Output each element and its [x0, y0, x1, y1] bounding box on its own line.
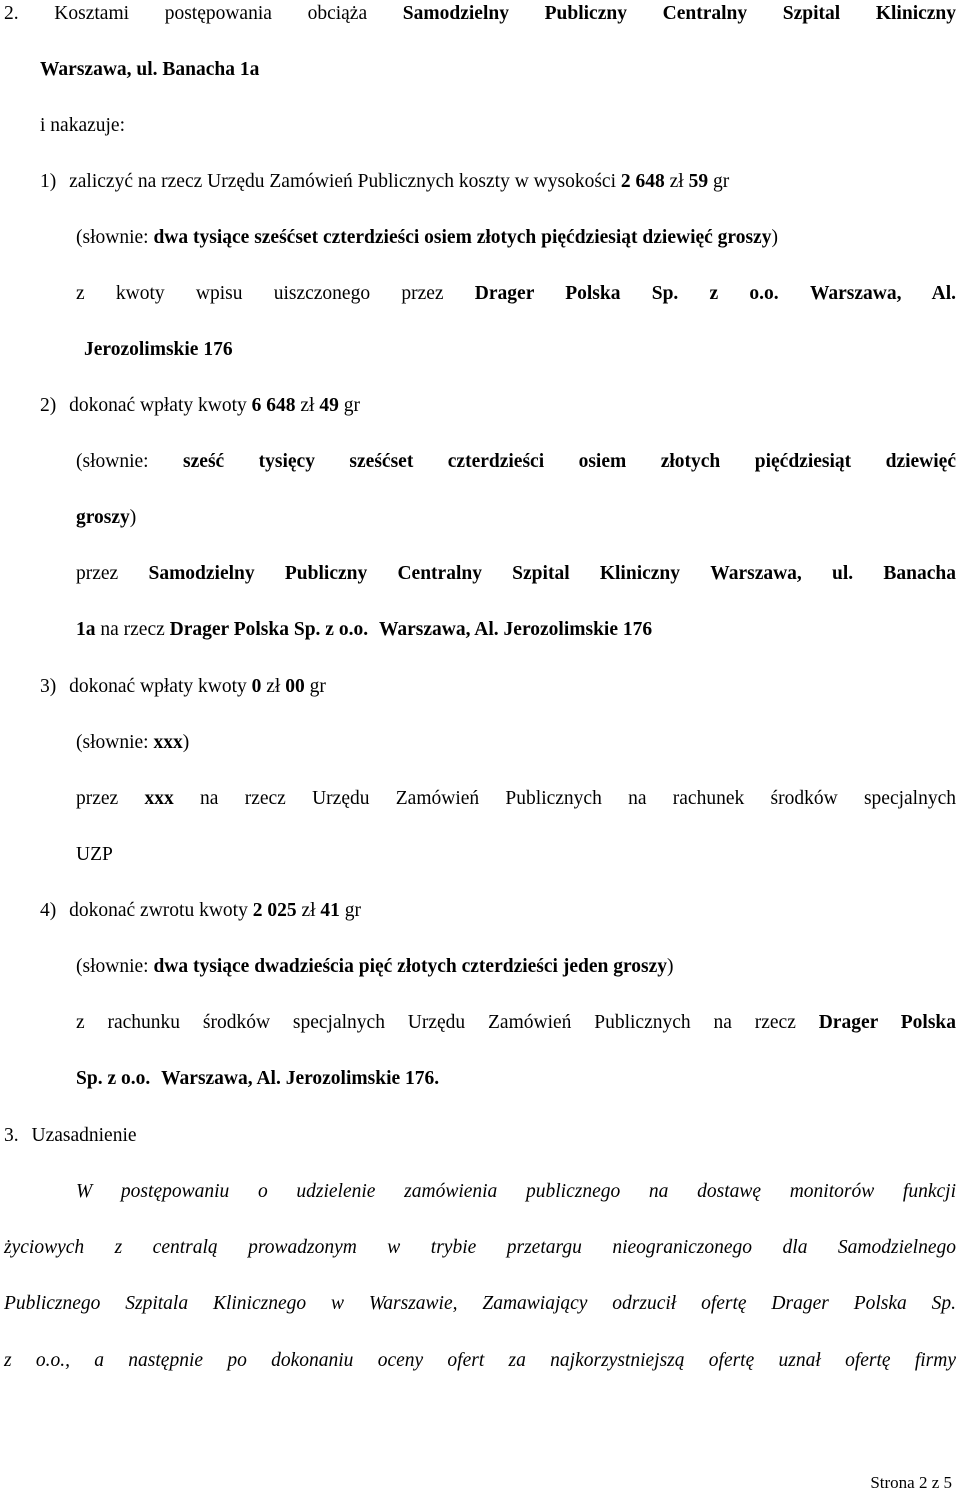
item-3-line-4 — [76, 843, 113, 867]
item-2-line-3 — [76, 506, 136, 530]
item-2-currency: zł — [300, 395, 315, 416]
item-2-payer-address: Warszawa, ul. Banacha — [710, 563, 957, 584]
page-number: Strona 2 z 5 — [870, 1473, 952, 1492]
section-2-line-2 — [40, 58, 259, 82]
page-footer — [870, 1473, 952, 1493]
item-4-gr: gr — [344, 900, 362, 921]
item-3-gr-amount: 00 — [285, 676, 305, 697]
section-2-hospital: Samodzielny Publiczny Centralny Szpital Kliniczny — [402, 3, 957, 24]
item-2-slownie-close: ) — [129, 507, 137, 528]
section-3-heading — [4, 1124, 137, 1148]
item-4-currency: zł — [301, 900, 316, 921]
item-4-line-4 — [76, 1067, 439, 1091]
section-3-text-2: życiowych z centralą prowadzonym w trybie przetargu nieograniczonego dla Samodzielnego — [4, 1237, 956, 1258]
section-3-number: 3. — [4, 1125, 19, 1146]
item-2-slownie-text-2: groszy — [76, 507, 130, 528]
item-2-amount: 6 648 — [251, 395, 296, 416]
item-2-payer: Samodzielny Publiczny Centralny Szpital Kliniczny — [148, 563, 681, 584]
item-4-recipient-2: Sp. z o.o. — [76, 1068, 151, 1089]
item-1-line-4 — [84, 338, 233, 362]
item-4-slownie-text: dwa tysiące dwadzieścia pięć złotych czterdzieści jeden groszy — [153, 956, 668, 977]
item-3-text: dokonać wpłaty kwoty — [69, 676, 247, 697]
item-2-slownie-open: (słownie: — [76, 451, 149, 472]
item-3-number: 3) — [40, 676, 57, 697]
item-1-amount: 2 648 — [620, 171, 665, 192]
item-1-payer: Drager Polska Sp. z o.o. — [474, 283, 779, 304]
section-2-line-1 — [4, 2, 956, 26]
section-2-text: Kosztami postępowania obciąża — [54, 3, 368, 24]
section-3-para-line-3 — [4, 1292, 956, 1316]
item-3-slownie-close: ) — [182, 732, 190, 753]
item-2-line-4 — [76, 562, 956, 586]
item-1-payer-city: Warszawa, Al. — [809, 283, 957, 304]
item-1-number: 1) — [40, 171, 57, 192]
item-4-line-2 — [76, 955, 674, 979]
section-3-para-line-4 — [4, 1349, 956, 1373]
item-2-line-5 — [76, 618, 652, 642]
item-3-rest: na rzecz Urzędu Zamówień Publicznych na rachunek środków specjalnych — [200, 788, 957, 809]
item-1-slownie-close: ) — [771, 227, 778, 248]
item-1-slownie-text: dwa tysiące sześćset czterdzieści osiem złotych pięćdziesiąt dziewięć groszy — [153, 227, 772, 248]
item-3-line-1 — [40, 675, 326, 699]
item-4-amount: 2 025 — [252, 900, 297, 921]
item-1-gr: gr — [712, 171, 730, 192]
item-1-text: zaliczyć na rzecz Urzędu Zamówień Publicznych koszty w wysokości — [69, 171, 617, 192]
item-1-gr-amount: 59 — [688, 171, 709, 192]
item-1-line-1 — [40, 170, 729, 194]
item-4-slownie-close: ) — [667, 956, 674, 977]
item-3-rest-2: UZP — [76, 844, 113, 865]
item-2-recipient: Drager Polska Sp. z o.o. — [169, 619, 369, 640]
item-3-line-3 — [76, 787, 956, 811]
item-2-na-rzecz: na rzecz — [100, 619, 165, 640]
item-2-slownie-text: sześć tysięcy sześćset czterdzieści osiem złotych pięćdziesiąt dziewięć — [183, 451, 956, 472]
item-2-number: 2) — [40, 395, 57, 416]
item-2-przez: przez — [76, 563, 119, 584]
item-3-currency: zł — [266, 676, 281, 697]
section-2-number: 2. — [4, 3, 19, 24]
item-1-from-text: z kwoty wpisu uiszczonego przez — [76, 283, 444, 304]
section-2-hospital-address: Warszawa, ul. Banacha 1a — [40, 59, 260, 80]
item-4-gr-amount: 41 — [320, 900, 340, 921]
item-1-payer-street: Jerozolimskie 176 — [84, 339, 233, 360]
item-2-gr: gr — [343, 395, 360, 416]
item-3-gr: gr — [309, 676, 326, 697]
item-3-line-2 — [76, 731, 189, 755]
nakazuje-text: i nakazuje: — [40, 115, 125, 136]
section-3-text-1: W postępowaniu o udzielenie zamówienia publicznego na dostawę monitorów funkcji — [76, 1181, 956, 1202]
item-1-line-2 — [76, 226, 778, 250]
section-3-text-3: Publicznego Szpitala Klinicznego w Warszawie, Zamawiający odrzucił ofertę Drager Polska Sp. — [4, 1293, 956, 1314]
item-2-text: dokonać wpłaty kwoty — [69, 395, 247, 416]
section-3-para-line-1 — [76, 1180, 956, 1204]
item-4-recipient-address: Warszawa, Al. Jerozolimskie 176. — [161, 1068, 440, 1089]
item-3-slownie-open: (słownie: — [76, 732, 149, 753]
nakazuje-line — [40, 114, 125, 138]
item-1-currency: zł — [669, 171, 684, 192]
item-2-recipient-address: Warszawa, Al. Jerozolimskie 176 — [378, 619, 653, 640]
item-3-payer: xxx — [144, 788, 174, 809]
item-2-gr-amount: 49 — [319, 395, 339, 416]
item-2-payer-address-2: 1a — [76, 619, 96, 640]
item-2-line-2 — [76, 450, 956, 474]
section-3-title: Uzasadnienie — [31, 1125, 137, 1146]
section-3-para-line-2 — [4, 1236, 956, 1260]
item-4-recipient: Drager Polska — [818, 1012, 957, 1033]
section-3-text-4: z o.o., a następnie po dokonaniu oceny ofert za najkorzystniejszą ofertę uznał ofertę firmy — [4, 1350, 956, 1371]
item-4-from-text: z rachunku środków specjalnych Urzędu Zamówień Publicznych na rzecz — [76, 1012, 796, 1033]
item-3-przez: przez — [76, 788, 119, 809]
item-1-line-3 — [76, 282, 956, 306]
item-4-slownie-open: (słownie: — [76, 956, 149, 977]
item-4-text: dokonać zwrotu kwoty — [69, 900, 248, 921]
item-4-number: 4) — [40, 900, 57, 921]
item-3-slownie-text: xxx — [153, 732, 183, 753]
item-3-amount: 0 — [251, 676, 262, 697]
item-1-slownie-open: (słownie: — [76, 227, 149, 248]
item-2-line-1 — [40, 394, 360, 418]
item-4-line-1 — [40, 899, 361, 923]
item-4-line-3 — [76, 1011, 956, 1035]
